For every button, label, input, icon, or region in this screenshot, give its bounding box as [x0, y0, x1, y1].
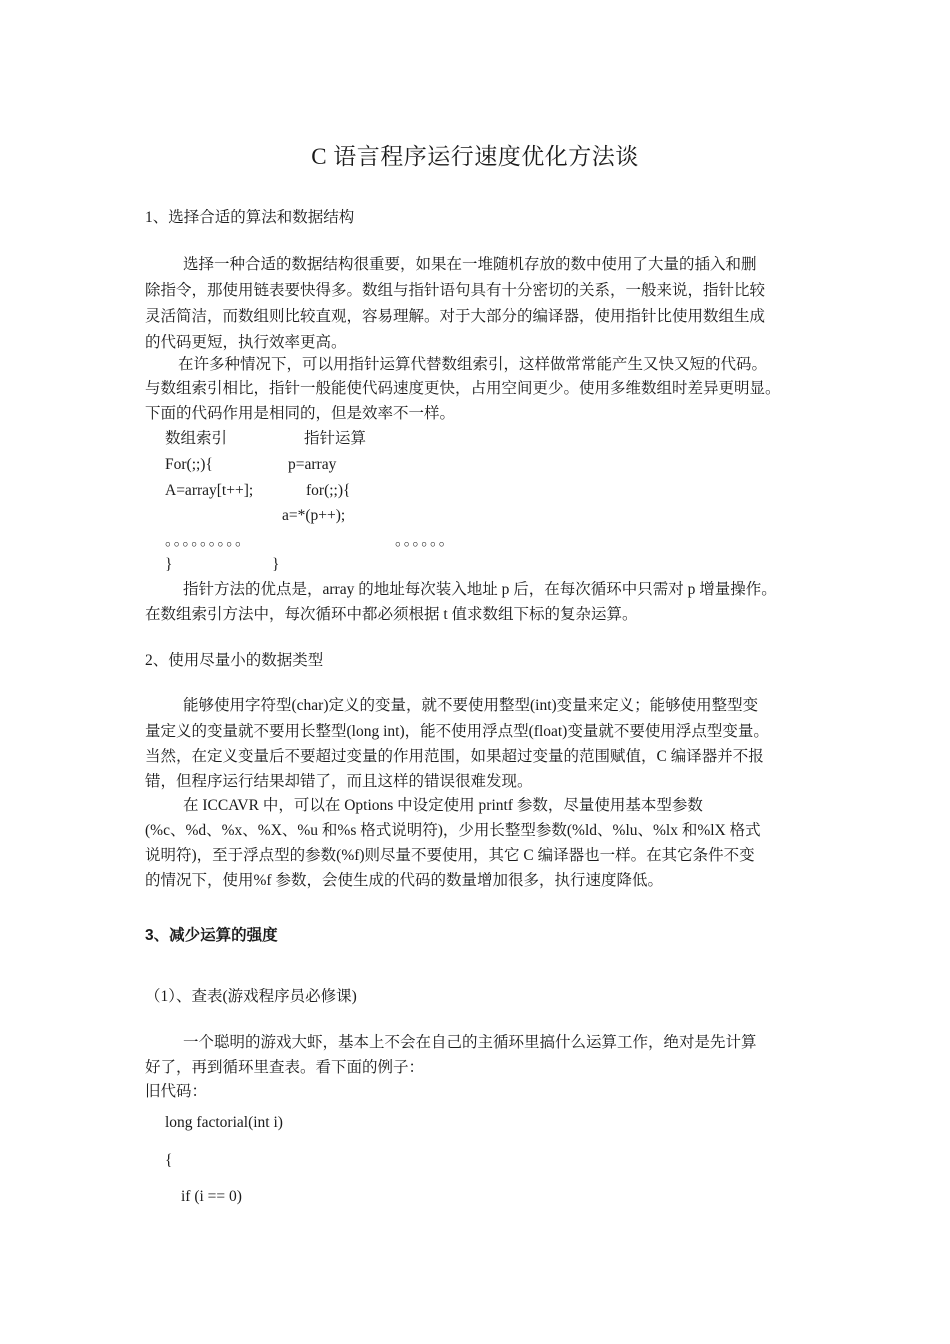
code-line: if (i == 0)	[181, 1188, 242, 1205]
old-code-label: 旧代码：	[145, 1083, 208, 1100]
code-line: p=array	[288, 456, 337, 473]
paragraph-line: 的情况下，使用%f 参数，会使生成的代码的数量增加很多，执行速度降低。	[145, 872, 663, 889]
section-1-heading: 1、选择合适的算法和数据结构	[145, 209, 355, 226]
paragraph-line: 选择一种合适的数据结构很重要，如果在一堆随机存放的数中使用了大量的插入和删	[183, 256, 757, 273]
paragraph-line: 量定义的变量就不要用长整型(long int)，能不使用浮点型(float)变量就不要使用浮点型变量。	[145, 723, 769, 740]
code-ellipsis: 。。。。。。	[395, 532, 456, 549]
paragraph-line: (%c、%d、%x、%X、%u 和%s 格式说明符)，少用长整型参数(%ld、%lu、%lx 和%lX 格式	[145, 822, 761, 839]
section-3-heading: 3、减少运算的强度	[145, 927, 278, 944]
paragraph-line: 说明符)，至于浮点型的参数(%f)则尽量不要使用，其它 C 编译器也一样。在其它条件不变	[145, 847, 755, 864]
paragraph-line: 当然，在定义变量后不要超过变量的作用范围，如果超过变量的范围赋值，C 编译器并不报	[145, 748, 764, 765]
code-line: }	[272, 556, 280, 573]
paragraph-line: 在数组索引方法中，每次循环中都必须根据 t 值求数组下标的复杂运算。	[145, 606, 638, 623]
paragraph-line: 指针方法的优点是，array 的地址每次装入地址 p 后，在每次循环中只需对 p 增量操作。	[183, 581, 777, 598]
code-label-array-index: 数组索引	[165, 430, 228, 447]
paragraph-line: 错，但程序运行结果却错了，而且这样的错误很难发现。	[145, 773, 533, 790]
paragraph-line: 在许多种情况下，可以用指针运算代替数组索引，这样做常常能产生又快又短的代码。	[178, 356, 768, 373]
paragraph-line: 好了，再到循环里查表。看下面的例子：	[145, 1059, 425, 1076]
code-line: A=array[t++];	[165, 482, 254, 499]
paragraph-line: 的代码更短，执行效率更高。	[145, 334, 347, 351]
subsection-heading: （1）、查表(游戏程序员必修课)	[145, 988, 357, 1005]
code-line: for(;;){	[306, 482, 351, 499]
code-line: a=*(p++);	[282, 507, 346, 524]
code-line: }	[165, 556, 173, 573]
code-label-pointer: 指针运算	[304, 430, 367, 447]
paragraph-line: 一个聪明的游戏大虾，基本上不会在自己的主循环里搞什么运算工作，绝对是先计算	[183, 1034, 757, 1051]
paragraph-line: 除指令，那使用链表要快得多。数组与指针语句具有十分密切的关系，一般来说，指针比较	[145, 282, 766, 299]
document-title: C 语言程序运行速度优化方法谈	[311, 144, 639, 169]
code-line: {	[165, 1152, 173, 1169]
section-2-heading: 2、使用尽量小的数据类型	[145, 652, 324, 669]
paragraph-line: 在 ICCAVR 中，可以在 Options 中设定使用 printf 参数，尽量使用基本型参数	[183, 797, 703, 814]
code-line: long factorial(int i)	[165, 1114, 283, 1131]
paragraph-line: 灵活简洁，而数组则比较直观，容易理解。对于大部分的编译器，使用指针比使用数组生成	[145, 308, 766, 325]
code-line: For(;;){	[165, 456, 213, 473]
paragraph-line: 与数组索引相比，指针一般能使代码速度更快，占用空间更少。使用多维数组时差异更明显。	[145, 380, 781, 397]
paragraph-line: 下面的代码作用是相同的，但是效率不一样。	[145, 405, 456, 422]
paragraph-line: 能够使用字符型(char)定义的变量，就不要使用整型(int)变量来定义；能够使用整型变	[183, 697, 759, 714]
code-ellipsis: 。。。。。。。。。	[165, 532, 252, 549]
